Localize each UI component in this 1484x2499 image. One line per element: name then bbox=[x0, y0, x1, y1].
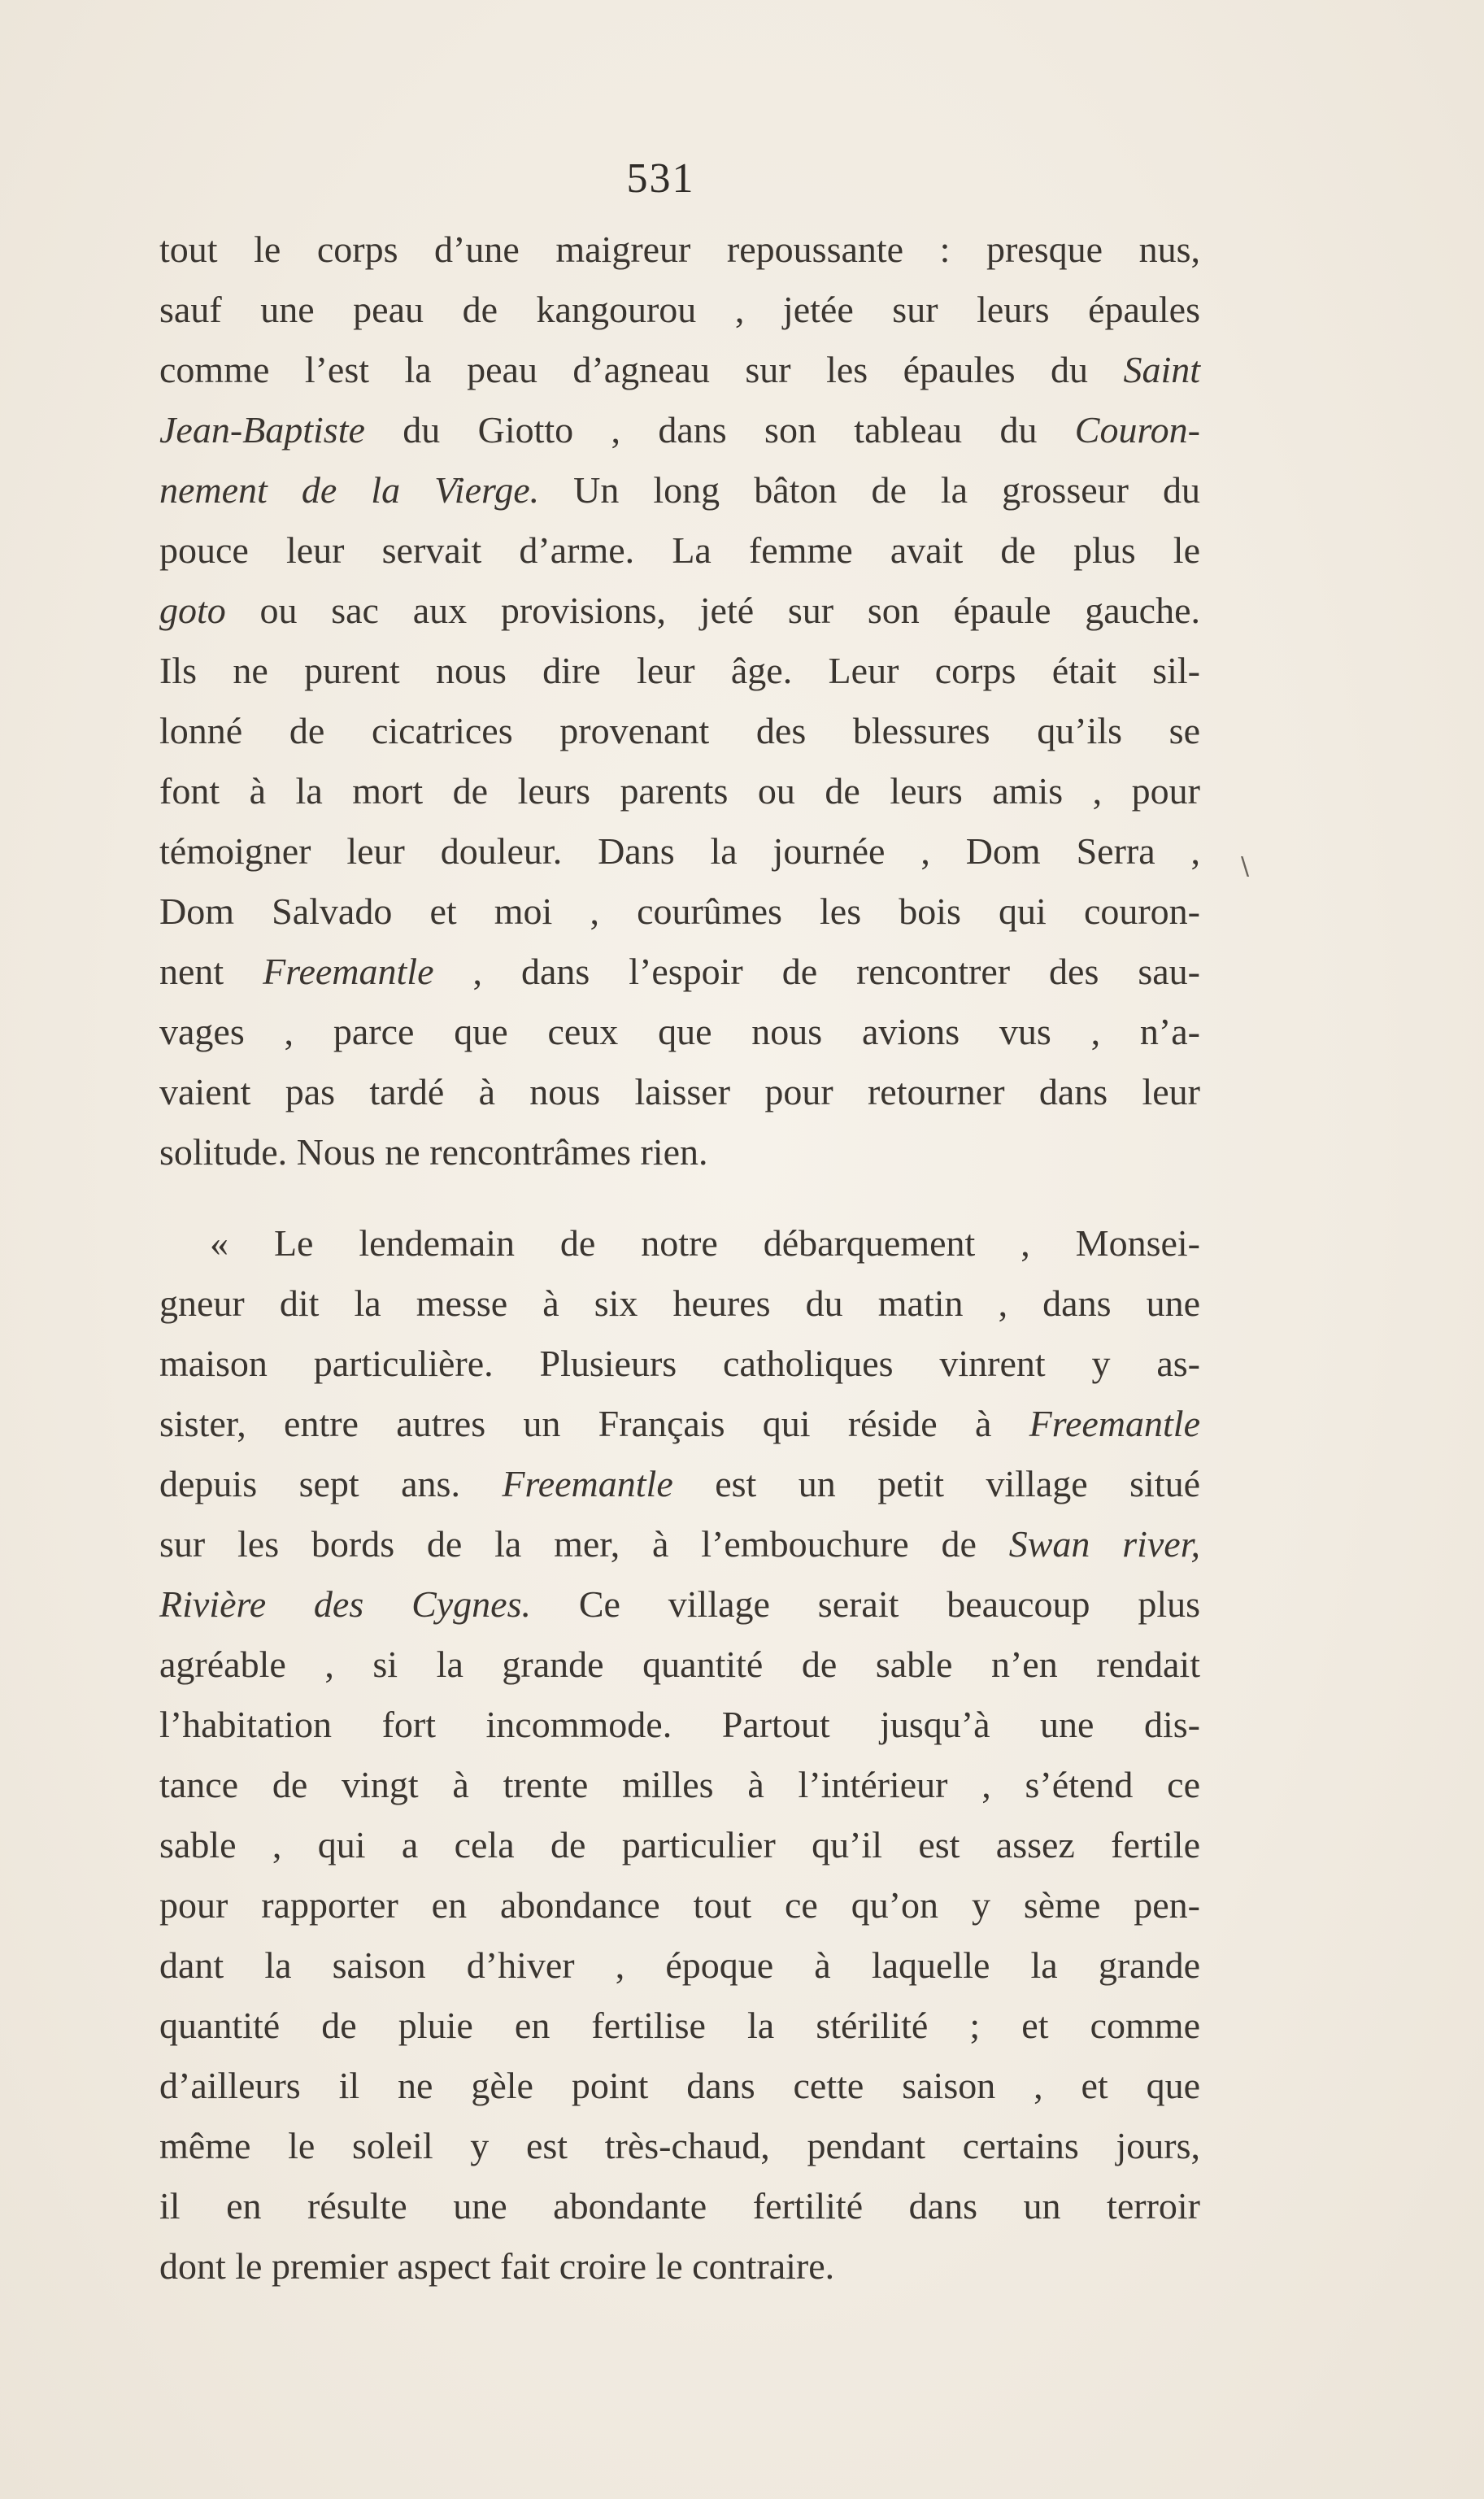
text-line bbox=[159, 220, 1200, 280]
text-line bbox=[159, 340, 1200, 400]
text-segment: tance de vingt à trente milles à l’intérieur , s’étend ce bbox=[159, 1764, 1200, 1805]
italic-text: Freemantle bbox=[502, 1463, 673, 1504]
text-line bbox=[159, 2056, 1200, 2116]
text-line bbox=[159, 1002, 1200, 1062]
text-segment: sur les bords de la mer, à l’embouchure de bbox=[159, 1523, 1009, 1565]
text-line bbox=[159, 2236, 1200, 2297]
italic-text: goto bbox=[159, 590, 226, 631]
text-segment: vages , parce que ceux que nous avions vus , n’a- bbox=[159, 1011, 1200, 1052]
text-segment: pouce leur servait d’arme. La femme avait de plus le bbox=[159, 529, 1200, 571]
text-segment: ou sac aux provisions, jeté sur son épaule gauche. bbox=[225, 590, 1200, 631]
italic-text: Couron- bbox=[1074, 409, 1200, 451]
text-segment: vaient pas tardé à nous laisser pour retourner dans leur bbox=[159, 1071, 1200, 1112]
text-line bbox=[159, 882, 1200, 942]
text-line bbox=[159, 1574, 1200, 1635]
italic-text: Jean-Baptiste bbox=[159, 409, 365, 451]
text-line bbox=[159, 581, 1200, 641]
text-segment: Dom Salvado et moi , courûmes les bois qui couron- bbox=[159, 890, 1200, 932]
text-line bbox=[159, 2116, 1200, 2176]
text-segment: sable , qui a cela de particulier qu’il est assez fertile bbox=[159, 1824, 1200, 1866]
italic-text: Saint bbox=[1123, 349, 1200, 390]
text-segment: , dans l’espoir de rencontrer des sau- bbox=[433, 951, 1200, 992]
text-segment: d’ailleurs il ne gèle point dans cette saison , et que bbox=[159, 2065, 1200, 2106]
text-segment: solitude. Nous ne rencontrâmes rien. bbox=[159, 1131, 708, 1173]
text-segment: dont le premier aspect fait croire le contraire. bbox=[159, 2245, 835, 2287]
italic-text: Freemantle bbox=[263, 951, 434, 992]
text-line bbox=[159, 821, 1200, 882]
text-line bbox=[159, 1334, 1200, 1394]
text-line bbox=[159, 942, 1200, 1002]
text-line bbox=[159, 460, 1200, 520]
body-text bbox=[159, 220, 1200, 2297]
text-segment: tout le corps d’une maigreur repoussante : presque nus, bbox=[159, 229, 1200, 270]
text-line bbox=[159, 2176, 1200, 2236]
text-segment: agréable , si la grande quantité de sable n’en rendait bbox=[159, 1644, 1200, 1685]
italic-text: Rivière des Cygnes. bbox=[159, 1583, 532, 1625]
text-segment: font à la mort de leurs parents ou de leurs amis , pour bbox=[159, 770, 1200, 812]
text-line bbox=[159, 1635, 1200, 1695]
text-segment: il en résulte une abondante fertilité dans un terroir bbox=[159, 2185, 1200, 2227]
text-segment: Ce village serait beaucoup plus bbox=[531, 1583, 1200, 1625]
text-line bbox=[159, 400, 1200, 460]
text-line bbox=[159, 1695, 1200, 1755]
text-segment: l’habitation fort incommode. Partout jusqu’à une dis- bbox=[159, 1704, 1200, 1745]
text-line bbox=[159, 641, 1200, 701]
italic-text: Freemantle bbox=[1029, 1403, 1200, 1444]
text-segment: dant la saison d’hiver , époque à laquelle la grande bbox=[159, 1944, 1200, 1986]
text-line bbox=[159, 1875, 1200, 1935]
text-line bbox=[159, 1996, 1200, 2056]
text-segment: du Giotto , dans son tableau du bbox=[364, 409, 1075, 451]
text-segment: témoigner leur douleur. Dans la journée , Dom Serra , bbox=[159, 830, 1200, 872]
text-segment: sauf une peau de kangourou , jetée sur leurs épaules bbox=[159, 289, 1200, 330]
text-segment: quantité de pluie en fertilise la stérilité ; et comme bbox=[159, 2005, 1200, 2046]
italic-text: nement de la Vierge. bbox=[159, 469, 540, 511]
text-line bbox=[159, 520, 1200, 581]
text-line bbox=[159, 1514, 1200, 1574]
margin-mark: \ bbox=[1241, 852, 1250, 881]
text-line bbox=[159, 1394, 1200, 1454]
text-line bbox=[159, 701, 1200, 761]
text-segment: Ils ne purent nous dire leur âge. Leur corps était sil- bbox=[159, 650, 1200, 691]
text-segment: nent bbox=[159, 951, 263, 992]
page-number: 531 bbox=[626, 155, 695, 202]
text-line bbox=[159, 1213, 1200, 1273]
paragraph-gap bbox=[159, 1182, 1200, 1213]
text-line bbox=[159, 280, 1200, 340]
text-line bbox=[159, 1454, 1200, 1514]
text-segment: sister, entre autres un Français qui réside à bbox=[159, 1403, 1029, 1444]
text-segment: lonné de cicatrices provenant des blessures qu’ils se bbox=[159, 710, 1200, 751]
text-segment: gneur dit la messe à six heures du matin , dans une bbox=[159, 1282, 1200, 1324]
text-segment: comme l’est la peau d’agneau sur les épaules du bbox=[159, 349, 1124, 390]
text-line bbox=[159, 761, 1200, 821]
italic-text: Swan river, bbox=[1008, 1523, 1201, 1565]
text-segment: même le soleil y est très-chaud, pendant certains jours, bbox=[159, 2125, 1200, 2166]
text-segment: maison particulière. Plusieurs catholiques vinrent y as- bbox=[159, 1343, 1200, 1384]
text-line bbox=[159, 1815, 1200, 1875]
text-line bbox=[159, 1062, 1200, 1122]
text-segment: depuis sept ans. bbox=[159, 1463, 503, 1504]
text-segment: est un petit village situé bbox=[672, 1463, 1200, 1504]
text-line bbox=[159, 1755, 1200, 1815]
text-segment: Un long bâton de la grosseur du bbox=[539, 469, 1201, 511]
text-line bbox=[159, 1122, 1200, 1182]
text-segment: pour rapporter en abondance tout ce qu’on y sème pen- bbox=[159, 1884, 1200, 1926]
text-segment: « Le lendemain de notre débarquement , Monsei- bbox=[210, 1222, 1200, 1264]
text-line bbox=[159, 1935, 1200, 1996]
text-line bbox=[159, 1273, 1200, 1334]
